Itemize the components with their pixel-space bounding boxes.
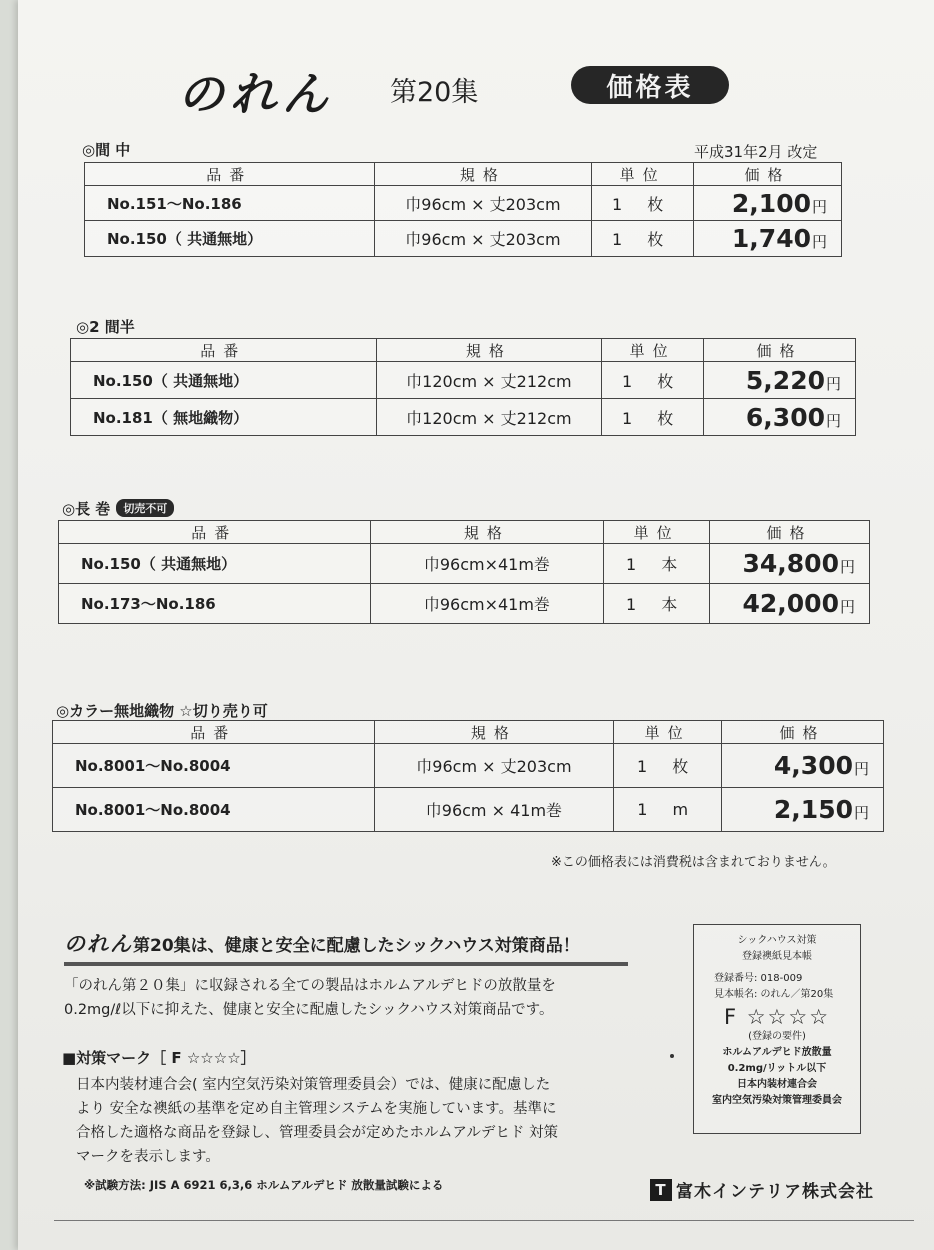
price-value: 2,100 [731, 188, 811, 218]
cert-req-title: (登録の要件) [748, 1031, 806, 1042]
product-unit: 1 本 [604, 584, 710, 624]
product-unit: 1 m [614, 788, 722, 832]
yen-label: 円 [825, 374, 841, 393]
col-header-spec: 規格 [370, 521, 604, 544]
product-spec: 巾120cm × 丈212cm [376, 362, 602, 399]
product-code: No.150（ 共通無地） [71, 362, 377, 399]
brand-script-small: のれん [64, 931, 133, 956]
product-price [710, 584, 870, 624]
countermeasure-mark-heading: ■対策マーク［ F ☆☆☆☆］ [62, 1049, 256, 1067]
col-header-code: 品番 [71, 339, 377, 362]
table-row [59, 584, 870, 624]
product-price [704, 399, 856, 436]
cert-req-line: 0.2mg/リットル以下 [727, 1063, 827, 1074]
cert-line: シックハウス対策 [737, 935, 817, 946]
no-cut-badge: 切売不可 [116, 499, 174, 517]
cert-reg-number: 登録番号: 018-009 [714, 973, 803, 984]
col-header-code: 品番 [59, 521, 371, 544]
product-spec: 巾96cm × 丈203cm [374, 186, 592, 221]
cert-rating: F ☆☆☆☆ [723, 1005, 831, 1029]
product-unit: 1 枚 [614, 744, 722, 788]
product-unit: 1 枚 [602, 399, 704, 436]
price-table-mamichu [84, 162, 842, 257]
product-spec: 巾96cm×41m巻 [370, 544, 604, 584]
paragraph-line: 「のれん第２０集」に収録される全ての製品はホルムアルデヒドの放散量を [64, 978, 556, 994]
col-header-code: 品番 [85, 163, 375, 186]
product-price [710, 544, 870, 584]
yen-label: 円 [853, 804, 869, 822]
yen-label: 円 [839, 598, 855, 616]
col-header-spec: 規格 [374, 163, 592, 186]
health-headline-text: 第20集は、健康と安全に配慮したシックハウス対策商品！ [133, 936, 580, 956]
price-table-nikenhan [70, 338, 856, 436]
yen-label: 円 [825, 411, 841, 430]
price-value: 42,000 [742, 589, 839, 618]
table-row [59, 544, 870, 584]
col-header-price: 価格 [694, 163, 842, 186]
col-header-unit: 単位 [604, 521, 710, 544]
product-price [704, 362, 856, 399]
section-title-color-plain: ◎カラー無地織物 ☆切り売り可 [56, 702, 268, 720]
company-logo-icon: T [650, 1179, 672, 1201]
price-list-sheet [18, 0, 934, 1250]
col-header-price: 価格 [710, 521, 870, 544]
table-row [53, 744, 884, 788]
table-row [85, 221, 842, 257]
product-unit: 1 枚 [592, 221, 694, 257]
yen-label: 円 [839, 558, 855, 576]
price-list-badge: 価格表 [571, 66, 729, 104]
price-value: 34,800 [742, 549, 839, 578]
cert-book-name: 見本帳名: のれん／第20集 [714, 989, 834, 1000]
product-price [722, 744, 884, 788]
product-unit: 1 本 [604, 544, 710, 584]
product-spec: 巾120cm × 丈212cm [376, 399, 602, 436]
col-header-price: 価格 [722, 721, 884, 744]
price-table-color-plain [52, 720, 884, 832]
product-code: No.8001～No.8004 [53, 788, 375, 832]
tax-note: ※この価格表には消費税は含まれておりません。 [551, 855, 836, 870]
product-spec: 巾96cm × 丈203cm [374, 221, 592, 257]
col-header-unit: 単位 [602, 339, 704, 362]
table-row [85, 186, 842, 221]
yen-label: 円 [811, 233, 827, 251]
product-price [694, 221, 842, 257]
health-headline [64, 928, 628, 966]
stray-dot [670, 1054, 674, 1058]
product-code: No.181（ 無地織物） [71, 399, 377, 436]
revision-date: 平成31年2月 改定 [694, 143, 818, 161]
product-code: No.150（ 共通無地） [85, 221, 375, 257]
association-paragraph [76, 1073, 558, 1169]
product-price [722, 788, 884, 832]
paragraph-line: 0.2mg/ℓ以下に抑えた、健康と安全に配慮したシックハウス対策商品です。 [64, 1002, 554, 1018]
product-code: No.151～No.186 [85, 186, 375, 221]
product-code: No.173～No.186 [59, 584, 371, 624]
col-header-price: 価格 [704, 339, 856, 362]
company-name: 富木インテリア株式会社 [676, 1182, 874, 1202]
cert-org: 日本内装材連合会 [737, 1079, 817, 1090]
table-header-row [85, 163, 842, 186]
table-row [71, 399, 856, 436]
volume-title: 第20集 [390, 77, 479, 108]
col-header-spec: 規格 [376, 339, 602, 362]
section-title-mamichu: ◎間 中 [82, 141, 131, 159]
bottom-divider [54, 1220, 914, 1221]
price-value: 5,220 [745, 365, 825, 395]
section-title-nikenhan: ◎2 間半 [76, 318, 135, 336]
product-spec: 巾96cm × 丈203cm [374, 744, 614, 788]
price-value: 2,150 [773, 795, 853, 824]
paragraph-line: より 安全な襖紙の基準を定め自主管理システムを実施しています。基準に [76, 1101, 557, 1117]
col-header-spec: 規格 [374, 721, 614, 744]
price-value: 6,300 [745, 402, 825, 432]
product-spec: 巾96cm×41m巻 [370, 584, 604, 624]
yen-label: 円 [853, 760, 869, 778]
product-unit: 1 枚 [592, 186, 694, 221]
price-value: 4,300 [773, 751, 853, 780]
cert-org: 室内空気汚染対策管理委員会 [712, 1095, 842, 1106]
brand-script-title: のれん [178, 67, 334, 121]
product-code: No.8001～No.8004 [53, 744, 375, 788]
price-table-nagamaki [58, 520, 870, 624]
price-value: 1,740 [731, 224, 811, 253]
company-logo [650, 1177, 874, 1202]
paragraph-line: 日本内装材連合会( 室内空気汚染対策管理委員会）では、健康に配慮した [76, 1077, 551, 1093]
cert-req-line: ホルムアルデヒド放散量 [722, 1047, 832, 1058]
product-price [694, 186, 842, 221]
col-header-code: 品番 [53, 721, 375, 744]
yen-label: 円 [811, 197, 827, 216]
sick-house-certificate [693, 924, 861, 1134]
section-title-nagamaki [62, 498, 174, 519]
test-method-note: ※試験方法: JIS A 6921 6,3,6 ホルムアルデヒド 放散量試験による [84, 1178, 444, 1192]
cert-line: 登録襖紙見本帳 [742, 951, 812, 962]
section-title-text: ◎長 巻 [62, 500, 111, 518]
product-unit: 1 枚 [602, 362, 704, 399]
health-paragraph [64, 974, 556, 1022]
table-row [53, 788, 884, 832]
product-spec: 巾96cm × 41m巻 [374, 788, 614, 832]
table-header-row [71, 339, 856, 362]
col-header-unit: 単位 [614, 721, 722, 744]
table-row [71, 362, 856, 399]
paragraph-line: マークを表示します。 [76, 1149, 220, 1165]
col-header-unit: 単位 [592, 163, 694, 186]
product-code: No.150（ 共通無地） [59, 544, 371, 584]
table-header-row [59, 521, 870, 544]
paragraph-line: 合格した適格な商品を登録し、管理委員会が定めたホルムアルデヒド 対策 [76, 1125, 558, 1141]
table-header-row [53, 721, 884, 744]
